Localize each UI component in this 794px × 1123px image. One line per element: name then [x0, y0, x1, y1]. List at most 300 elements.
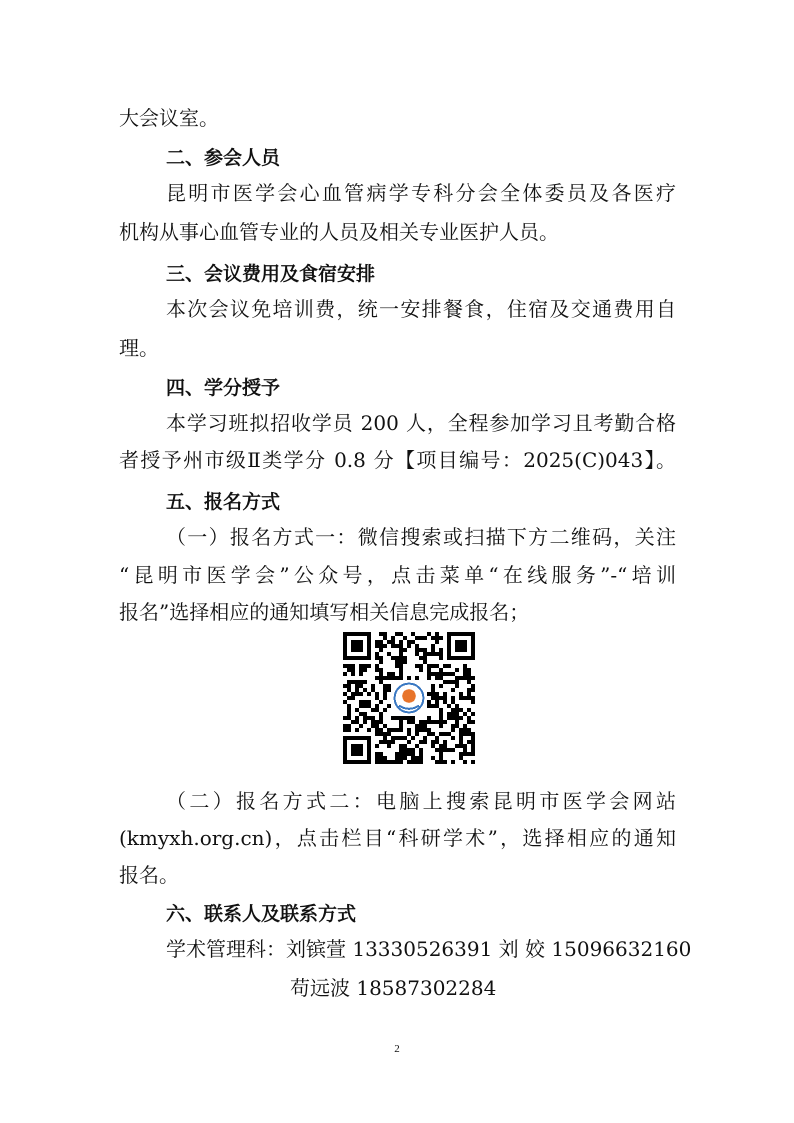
section-heading: 五、报名方式 — [166, 491, 281, 513]
section-heading: 三、会议费用及食宿安排 — [166, 263, 376, 285]
qr-module — [395, 660, 399, 664]
qr-module — [367, 692, 371, 696]
qr-module — [443, 720, 447, 724]
qr-module — [387, 688, 391, 692]
qr-module — [363, 664, 367, 668]
qr-module — [439, 652, 443, 656]
qr-module — [423, 740, 427, 744]
qr-module — [427, 652, 431, 656]
qr-module — [423, 728, 427, 732]
qr-module — [419, 648, 423, 652]
qr-module — [343, 716, 347, 720]
qr-module — [423, 636, 427, 640]
qr-module — [459, 676, 463, 680]
qr-module — [391, 728, 395, 732]
qr-module — [403, 636, 407, 640]
qr-module — [379, 672, 383, 676]
qr-module — [395, 676, 399, 680]
qr-module — [343, 664, 347, 668]
qr-module — [375, 656, 379, 660]
qr-module — [363, 720, 367, 724]
qr-module — [391, 716, 395, 720]
qr-module — [379, 740, 383, 744]
qr-module — [375, 668, 379, 672]
qr-module — [399, 720, 403, 724]
qr-module — [467, 720, 471, 724]
qr-module — [399, 668, 403, 672]
qr-module — [391, 644, 395, 648]
qr-module — [407, 760, 411, 764]
qr-module — [423, 648, 427, 652]
qr-module — [467, 688, 471, 692]
text-line: (kmyxh.org.cn)，点击栏目“科研学术”，选择相应的通知 — [119, 826, 676, 850]
qr-module — [383, 740, 387, 744]
qr-module — [439, 648, 443, 652]
qr-module — [427, 692, 431, 696]
qr-module — [463, 672, 467, 676]
qr-module — [439, 712, 443, 716]
qr-module — [427, 676, 431, 680]
qr-module — [415, 648, 419, 652]
qr-module — [443, 748, 447, 752]
qr-module — [427, 716, 431, 720]
qr-module — [359, 664, 363, 668]
qr-module — [435, 652, 439, 656]
qr-module — [439, 672, 443, 676]
qr-module — [359, 724, 363, 728]
qr-module — [375, 708, 379, 712]
qr-module — [387, 728, 391, 732]
qr-module — [347, 664, 351, 668]
qr-module — [347, 704, 351, 708]
qr-module — [455, 704, 459, 708]
qr-module — [399, 676, 403, 680]
qr-module — [447, 704, 451, 708]
qr-module — [403, 716, 407, 720]
qr-module — [423, 736, 427, 740]
qr-module — [351, 680, 355, 684]
qr-module — [439, 760, 443, 764]
qr-module — [419, 720, 423, 724]
qr-module — [387, 744, 391, 748]
qr-module — [427, 720, 431, 724]
qr-module — [439, 676, 443, 680]
qr-module — [467, 708, 471, 712]
qr-module — [439, 724, 443, 728]
qr-module — [375, 644, 379, 648]
qr-module — [415, 760, 419, 764]
qr-module — [379, 680, 383, 684]
qr-module — [411, 736, 415, 740]
qr-module — [451, 728, 455, 732]
qr-module — [439, 720, 443, 724]
qr-module — [375, 756, 379, 760]
qr-module — [367, 716, 371, 720]
qr-module — [355, 680, 359, 684]
qr-module — [427, 732, 431, 736]
qr-module — [371, 724, 375, 728]
qr-module — [391, 636, 395, 640]
qr-module — [407, 676, 411, 680]
qr-module — [451, 696, 455, 700]
qr-module — [435, 664, 439, 668]
qr-module — [347, 716, 351, 720]
qr-module — [359, 692, 363, 696]
qr-module — [451, 672, 455, 676]
qr-module — [471, 752, 475, 756]
qr-finder-top-left — [343, 632, 371, 660]
qr-module — [411, 760, 415, 764]
qr-module — [455, 712, 459, 716]
qr-module — [407, 640, 411, 644]
qr-module — [443, 672, 447, 676]
qr-module — [359, 684, 363, 688]
qr-module — [367, 728, 371, 732]
qr-module — [435, 700, 439, 704]
qr-module — [415, 728, 419, 732]
qr-module — [379, 712, 383, 716]
qr-module — [383, 632, 387, 636]
qr-module — [451, 688, 455, 692]
qr-module — [443, 680, 447, 684]
qr-module — [407, 732, 411, 736]
text-line: 本次会议免培训费，统一安排餐食，住宿及交通费用自 — [166, 297, 676, 321]
qr-module — [427, 664, 431, 668]
section-heading: 二、参会人员 — [166, 147, 281, 169]
text-line: 报名。 — [119, 863, 179, 887]
qr-module — [447, 716, 451, 720]
qr-module — [459, 752, 463, 756]
qr-module — [343, 672, 347, 676]
qr-module — [431, 732, 435, 736]
qr-module — [427, 728, 431, 732]
qr-module — [431, 664, 435, 668]
qr-module — [379, 644, 383, 648]
qr-module — [467, 676, 471, 680]
qr-module — [419, 636, 423, 640]
qr-module — [375, 640, 379, 644]
qr-module — [435, 740, 439, 744]
qr-module — [351, 696, 355, 700]
qr-module — [435, 696, 439, 700]
qr-module — [363, 712, 367, 716]
qr-module — [399, 652, 403, 656]
qr-module — [359, 712, 363, 716]
qr-module — [451, 716, 455, 720]
qr-module — [379, 632, 383, 636]
qr-module — [403, 756, 407, 760]
qr-module — [463, 752, 467, 756]
qr-module — [399, 736, 403, 740]
qr-module — [347, 724, 351, 728]
qr-module — [411, 720, 415, 724]
qr-module — [375, 676, 379, 680]
qr-module — [343, 700, 347, 704]
qr-module — [471, 696, 475, 700]
qr-module — [399, 672, 403, 676]
qr-module — [423, 660, 427, 664]
qr-module — [379, 648, 383, 652]
qr-module — [395, 664, 399, 668]
text-line: 者授予州市级Ⅱ类学分 0.8 分【项目编号：2025(C)043】。 — [119, 448, 676, 472]
qr-module — [443, 760, 447, 764]
qr-module — [451, 680, 455, 684]
qr-module — [347, 696, 351, 700]
qr-module — [423, 656, 427, 660]
qr-module — [467, 680, 471, 684]
qr-module — [411, 640, 415, 644]
page-number: 2 — [394, 1043, 400, 1055]
qr-module — [375, 744, 379, 748]
qr-module — [391, 736, 395, 740]
qr-module — [459, 736, 463, 740]
qr-module — [351, 720, 355, 724]
qr-module — [403, 660, 407, 664]
qr-module — [419, 728, 423, 732]
qr-module — [379, 760, 383, 764]
qr-module — [387, 760, 391, 764]
qr-module — [399, 748, 403, 752]
qr-module — [431, 672, 435, 676]
qr-module — [379, 720, 383, 724]
qr-module — [379, 752, 383, 756]
qr-module — [375, 664, 379, 668]
qr-module — [463, 724, 467, 728]
qr-module — [471, 688, 475, 692]
qr-module — [431, 688, 435, 692]
qr-module — [439, 696, 443, 700]
qr-module — [375, 692, 379, 696]
qr-module — [399, 724, 403, 728]
qr-module — [375, 696, 379, 700]
qr-module — [379, 700, 383, 704]
qr-module — [431, 696, 435, 700]
qr-module — [343, 728, 347, 732]
qr-module — [431, 704, 435, 708]
qr-module — [463, 728, 467, 732]
qr-module — [443, 740, 447, 744]
qr-module — [347, 712, 351, 716]
qr-module — [355, 728, 359, 732]
qr-module — [399, 716, 403, 720]
qr-module — [471, 712, 475, 716]
qr-module — [355, 684, 359, 688]
qr-module — [451, 712, 455, 716]
qr-module — [399, 664, 403, 668]
qr-module — [355, 720, 359, 724]
qr-module — [451, 736, 455, 740]
qr-module — [347, 708, 351, 712]
qr-module — [407, 728, 411, 732]
qr-module — [375, 720, 379, 724]
qr-finder-bottom-left — [343, 736, 371, 764]
qr-module — [375, 752, 379, 756]
qr-module — [375, 728, 379, 732]
qr-module — [383, 636, 387, 640]
qr-module — [419, 756, 423, 760]
qr-module — [387, 684, 391, 688]
qr-module — [435, 736, 439, 740]
qr-module — [451, 760, 455, 764]
qr-module — [379, 756, 383, 760]
qr-module — [407, 752, 411, 756]
qr-module — [383, 684, 387, 688]
qr-module — [383, 724, 387, 728]
qr-module — [347, 728, 351, 732]
qr-module — [447, 712, 451, 716]
qr-module — [455, 724, 459, 728]
qr-module — [399, 648, 403, 652]
qr-module — [383, 696, 387, 700]
text-line: 昆明市医学会心血管病学专科分会全体委员及各医疗 — [166, 181, 676, 205]
qr-module — [439, 668, 443, 672]
qr-module — [383, 708, 387, 712]
qr-module — [347, 684, 351, 688]
qr-module — [415, 676, 419, 680]
qr-module — [391, 656, 395, 660]
qr-module — [383, 692, 387, 696]
qr-module — [411, 632, 415, 636]
qr-module — [431, 684, 435, 688]
qr-module — [383, 732, 387, 736]
qr-module — [371, 688, 375, 692]
qr-module — [415, 652, 419, 656]
qr-module — [347, 680, 351, 684]
qr-module — [391, 640, 395, 644]
qr-module — [459, 728, 463, 732]
qr-module — [431, 756, 435, 760]
qr-module — [379, 656, 383, 660]
qr-module — [463, 744, 467, 748]
qr-module — [391, 740, 395, 744]
qr-module — [407, 720, 411, 724]
qr-module — [435, 748, 439, 752]
qr-module — [383, 760, 387, 764]
qr-module — [467, 672, 471, 676]
qr-code-graphic — [343, 632, 475, 764]
qr-module — [407, 644, 411, 648]
qr-module — [419, 656, 423, 660]
qr-module — [359, 704, 363, 708]
qr-module — [459, 708, 463, 712]
qr-module — [431, 644, 435, 648]
contact-line: 苟远波 18587302284 — [290, 976, 497, 1000]
qr-module — [387, 740, 391, 744]
qr-module — [455, 720, 459, 724]
qr-module — [451, 700, 455, 704]
qr-module — [407, 716, 411, 720]
qr-module — [343, 684, 347, 688]
qr-module — [403, 648, 407, 652]
qr-module — [415, 744, 419, 748]
qr-module — [355, 688, 359, 692]
qr-module — [459, 732, 463, 736]
qr-module — [375, 760, 379, 764]
qr-module — [431, 720, 435, 724]
qr-module — [363, 680, 367, 684]
qr-module — [467, 716, 471, 720]
qr-module — [407, 740, 411, 744]
qr-module — [411, 756, 415, 760]
qr-module — [439, 708, 443, 712]
qr-module — [467, 668, 471, 672]
qr-module — [451, 708, 455, 712]
qr-module — [423, 720, 427, 724]
qr-module — [399, 728, 403, 732]
qr-module — [455, 684, 459, 688]
qr-module — [399, 656, 403, 660]
qr-module — [415, 636, 419, 640]
qr-module — [355, 716, 359, 720]
qr-module — [459, 696, 463, 700]
qr-module — [439, 752, 443, 756]
qr-code-icon — [343, 632, 475, 764]
text-line: 大会议室。 — [119, 106, 219, 130]
qr-module — [419, 760, 423, 764]
qr-module — [403, 656, 407, 660]
qr-module — [451, 748, 455, 752]
qr-module — [435, 720, 439, 724]
qr-module — [387, 676, 391, 680]
qr-module — [343, 724, 347, 728]
qr-module — [367, 704, 371, 708]
qr-module — [379, 676, 383, 680]
qr-module — [363, 704, 367, 708]
qr-module — [471, 748, 475, 752]
qr-module — [371, 708, 375, 712]
text-line: （一）报名方式一：微信搜索或扫描下方二维码，关注 — [166, 525, 676, 549]
qr-module — [431, 744, 435, 748]
qr-module — [423, 724, 427, 728]
qr-module — [379, 640, 383, 644]
qr-module — [351, 664, 355, 668]
qr-module — [355, 692, 359, 696]
qr-module — [459, 740, 463, 744]
qr-module — [459, 692, 463, 696]
qr-module — [463, 696, 467, 700]
qr-module — [443, 732, 447, 736]
qr-module — [351, 672, 355, 676]
qr-module — [467, 728, 471, 732]
qr-module — [443, 744, 447, 748]
qr-module — [415, 732, 419, 736]
qr-module — [471, 740, 475, 744]
qr-module — [439, 684, 443, 688]
text-line: 理。 — [119, 336, 159, 360]
qr-module — [399, 660, 403, 664]
qr-module — [399, 640, 403, 644]
qr-module — [471, 736, 475, 740]
qr-module — [467, 740, 471, 744]
qr-module — [419, 740, 423, 744]
qr-module — [399, 760, 403, 764]
qr-module — [459, 756, 463, 760]
qr-module — [443, 692, 447, 696]
qr-module — [415, 664, 419, 668]
qr-module — [395, 728, 399, 732]
qr-module — [459, 744, 463, 748]
qr-module — [379, 732, 383, 736]
qr-module — [419, 752, 423, 756]
qr-module — [439, 716, 443, 720]
qr-module — [463, 676, 467, 680]
qr-module — [371, 684, 375, 688]
qr-module — [455, 744, 459, 748]
qr-module — [471, 744, 475, 748]
text-line: “昆明市医学会”公众号，点击菜单“在线服务”-“培训 — [119, 563, 676, 587]
qr-module — [399, 752, 403, 756]
qr-module — [455, 708, 459, 712]
